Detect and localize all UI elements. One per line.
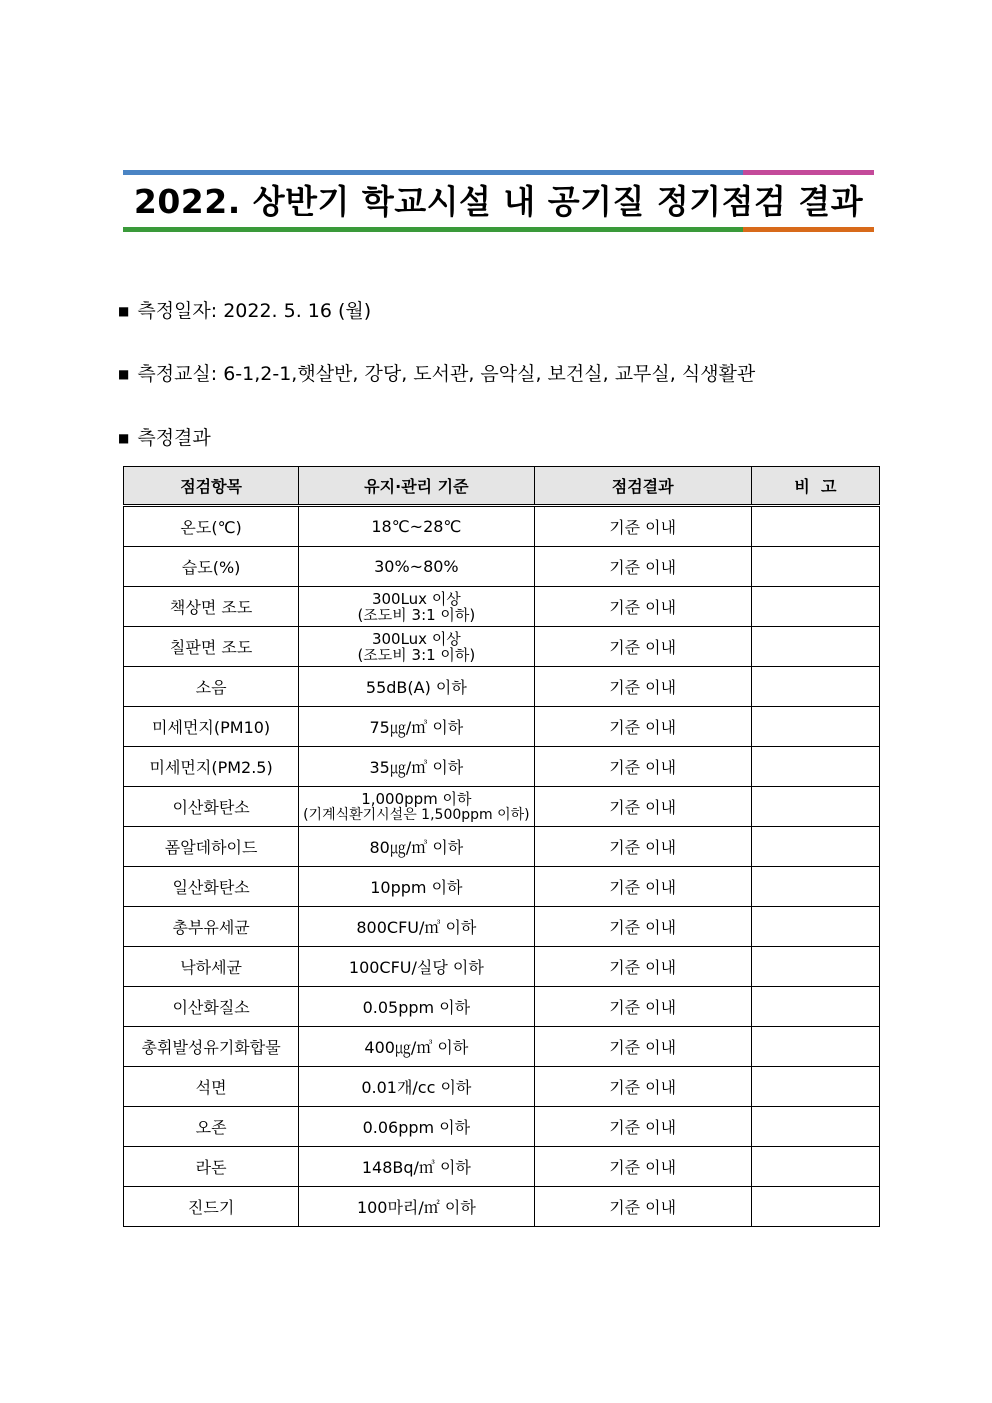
bar-segment-orange bbox=[743, 227, 874, 232]
cell-result: 기준 이내 bbox=[534, 707, 751, 747]
table-row bbox=[124, 907, 880, 947]
table-row bbox=[124, 1147, 880, 1187]
measurement-date-text: 측정일자: 2022. 5. 16 (월) bbox=[137, 300, 372, 322]
bar-segment-magenta bbox=[743, 170, 874, 175]
results-table bbox=[123, 466, 880, 1227]
header-standard: 유지·관리 기준 bbox=[299, 467, 534, 506]
cell-standard: 800CFU/㎥ 이하 bbox=[299, 907, 534, 947]
standard-main-text: 300Lux 이상 bbox=[371, 629, 461, 648]
table-row bbox=[124, 787, 880, 827]
cell-result: 기준 이내 bbox=[534, 1187, 751, 1227]
cell-standard: 148Bq/㎥ 이하 bbox=[299, 1147, 534, 1187]
table-row bbox=[124, 547, 880, 587]
cell-standard: 30%~80% bbox=[299, 547, 534, 587]
cell-item: 낙하세균 bbox=[124, 947, 299, 987]
cell-note bbox=[751, 587, 879, 627]
header-item: 점검항목 bbox=[124, 467, 299, 506]
cell-result: 기준 이내 bbox=[534, 506, 751, 547]
cell-item: 라돈 bbox=[124, 1147, 299, 1187]
cell-note bbox=[751, 947, 879, 987]
measurement-result-label bbox=[118, 425, 211, 451]
cell-item: 오존 bbox=[124, 1107, 299, 1147]
table-row bbox=[124, 587, 880, 627]
cell-standard bbox=[299, 787, 534, 827]
cell-standard: 100마리/㎡ 이하 bbox=[299, 1187, 534, 1227]
cell-item: 소음 bbox=[124, 667, 299, 707]
measurement-rooms bbox=[118, 361, 755, 387]
cell-standard: 0.01개/cc 이하 bbox=[299, 1067, 534, 1107]
table-row bbox=[124, 627, 880, 667]
table-row bbox=[124, 1027, 880, 1067]
cell-item: 폼알데하이드 bbox=[124, 827, 299, 867]
cell-item: 총부유세균 bbox=[124, 907, 299, 947]
cell-standard: 0.05ppm 이하 bbox=[299, 987, 534, 1027]
cell-result: 기준 이내 bbox=[534, 747, 751, 787]
cell-result: 기준 이내 bbox=[534, 627, 751, 667]
square-bullet-icon: ■ bbox=[118, 304, 130, 318]
table-body bbox=[124, 506, 880, 1227]
cell-note bbox=[751, 1027, 879, 1067]
header-result: 점검결과 bbox=[534, 467, 751, 506]
table-row bbox=[124, 747, 880, 787]
title-top-bar bbox=[123, 170, 874, 175]
cell-item: 책상면 조도 bbox=[124, 587, 299, 627]
cell-standard: 80㎍/㎥ 이하 bbox=[299, 827, 534, 867]
cell-result: 기준 이내 bbox=[534, 1027, 751, 1067]
cell-item: 온도(℃) bbox=[124, 506, 299, 547]
cell-note bbox=[751, 987, 879, 1027]
table-row bbox=[124, 1067, 880, 1107]
cell-note bbox=[751, 1187, 879, 1227]
cell-note bbox=[751, 747, 879, 787]
cell-note bbox=[751, 867, 879, 907]
cell-standard: 0.06ppm 이하 bbox=[299, 1107, 534, 1147]
table-row bbox=[124, 947, 880, 987]
standard-main-text: 1,000ppm 이하 bbox=[361, 789, 472, 808]
table-row bbox=[124, 1187, 880, 1227]
cell-note bbox=[751, 827, 879, 867]
standard-sub-text: (조도비 3:1 이하) bbox=[357, 645, 476, 664]
standard-main-text: 300Lux 이상 bbox=[371, 589, 461, 608]
table-header-row bbox=[124, 467, 880, 506]
cell-result: 기준 이내 bbox=[534, 867, 751, 907]
cell-result: 기준 이내 bbox=[534, 787, 751, 827]
cell-standard: 10ppm 이하 bbox=[299, 867, 534, 907]
table-row bbox=[124, 707, 880, 747]
cell-item: 칠판면 조도 bbox=[124, 627, 299, 667]
cell-result: 기준 이내 bbox=[534, 827, 751, 867]
cell-result: 기준 이내 bbox=[534, 667, 751, 707]
header-note: 비 고 bbox=[751, 467, 879, 506]
cell-item: 진드기 bbox=[124, 1187, 299, 1227]
cell-item: 미세먼지(PM2.5) bbox=[124, 747, 299, 787]
measurement-rooms-text: 측정교실: 6-1,2-1,햇살반, 강당, 도서관, 음악실, 보건실, 교무실, 식생활관 bbox=[137, 363, 756, 385]
measurement-date bbox=[118, 298, 371, 324]
title-bottom-bar bbox=[123, 227, 874, 232]
cell-note bbox=[751, 1067, 879, 1107]
table-row bbox=[124, 987, 880, 1027]
square-bullet-icon: ■ bbox=[118, 367, 130, 381]
bar-segment-green bbox=[123, 227, 743, 232]
cell-standard: 75㎍/㎥ 이하 bbox=[299, 707, 534, 747]
table-row bbox=[124, 867, 880, 907]
cell-item: 이산화질소 bbox=[124, 987, 299, 1027]
cell-standard bbox=[299, 587, 534, 627]
cell-item: 총휘발성유기화합물 bbox=[124, 1027, 299, 1067]
table-row bbox=[124, 667, 880, 707]
cell-result: 기준 이내 bbox=[534, 987, 751, 1027]
square-bullet-icon: ■ bbox=[118, 431, 130, 445]
cell-result: 기준 이내 bbox=[534, 547, 751, 587]
cell-standard bbox=[299, 627, 534, 667]
cell-result: 기준 이내 bbox=[534, 1067, 751, 1107]
table-row bbox=[124, 827, 880, 867]
cell-note bbox=[751, 1107, 879, 1147]
cell-item: 미세먼지(PM10) bbox=[124, 707, 299, 747]
page-title: 2022. 상반기 학교시설 내 공기질 정기점검 결과 bbox=[133, 182, 864, 221]
measurement-result-text: 측정결과 bbox=[137, 427, 211, 449]
cell-note bbox=[751, 506, 879, 547]
cell-standard: 400㎍/㎥ 이하 bbox=[299, 1027, 534, 1067]
table-row bbox=[124, 506, 880, 547]
standard-sub-text: (조도비 3:1 이하) bbox=[357, 605, 476, 624]
cell-item: 석면 bbox=[124, 1067, 299, 1107]
standard-sub-text: (기계식환기시설은 1,500ppm 이하) bbox=[303, 806, 530, 823]
cell-standard: 55dB(A) 이하 bbox=[299, 667, 534, 707]
cell-item: 이산화탄소 bbox=[124, 787, 299, 827]
cell-result: 기준 이내 bbox=[534, 947, 751, 987]
cell-note bbox=[751, 707, 879, 747]
title-block bbox=[123, 170, 874, 233]
table-row bbox=[124, 1107, 880, 1147]
cell-note bbox=[751, 787, 879, 827]
cell-result: 기준 이내 bbox=[534, 1107, 751, 1147]
cell-item: 습도(%) bbox=[124, 547, 299, 587]
cell-standard: 18℃~28℃ bbox=[299, 506, 534, 547]
cell-standard: 35㎍/㎥ 이하 bbox=[299, 747, 534, 787]
cell-note bbox=[751, 547, 879, 587]
cell-result: 기준 이내 bbox=[534, 907, 751, 947]
cell-note bbox=[751, 627, 879, 667]
cell-standard: 100CFU/실당 이하 bbox=[299, 947, 534, 987]
cell-note bbox=[751, 1147, 879, 1187]
cell-note bbox=[751, 667, 879, 707]
cell-result: 기준 이내 bbox=[534, 1147, 751, 1187]
cell-note bbox=[751, 907, 879, 947]
bar-segment-blue bbox=[123, 170, 743, 175]
cell-result: 기준 이내 bbox=[534, 587, 751, 627]
cell-item: 일산화탄소 bbox=[124, 867, 299, 907]
